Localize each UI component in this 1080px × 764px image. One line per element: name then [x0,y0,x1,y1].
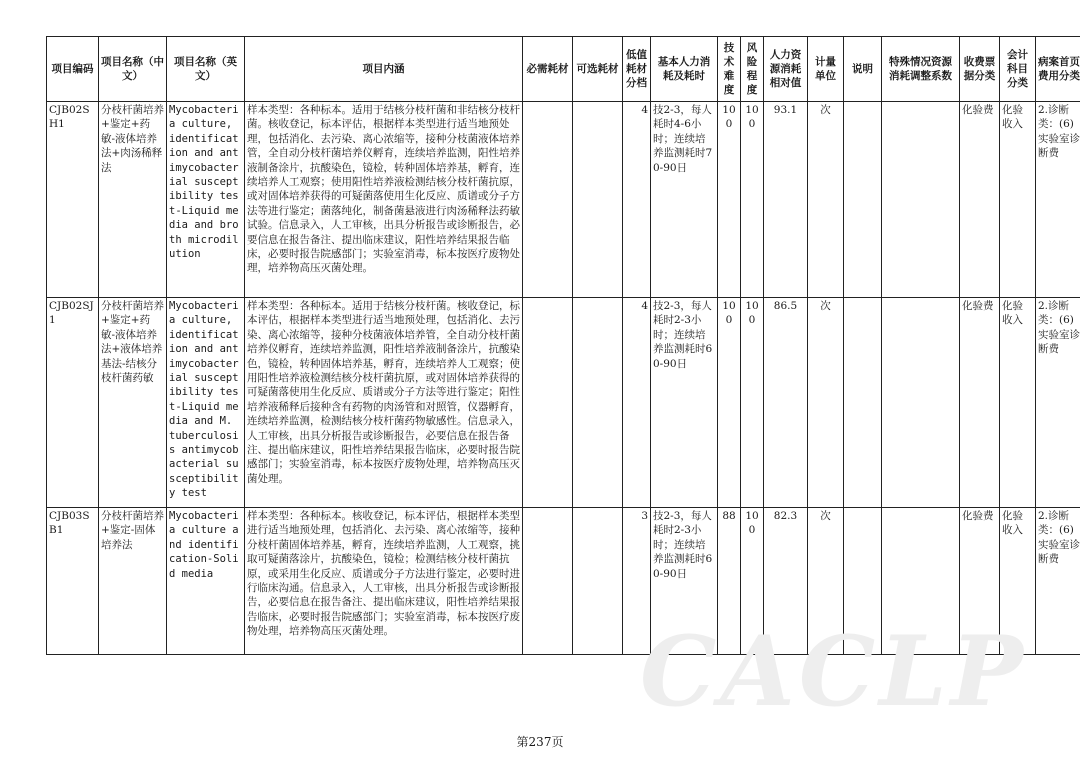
cell-code: CJB03SB1 [47,508,99,655]
cell-name-cn: 分枝杆菌培养+鉴定-固体培养法 [99,508,167,655]
cell-acct: 化验收入 [1000,298,1036,508]
cell-tier: 4 [623,298,651,508]
cell-tech: 100 [718,102,741,298]
page-number: 第237页 [516,735,564,749]
cell-bill: 化验费 [960,102,1000,298]
header-required: 必需耗材 [523,37,573,102]
cell-labor: 技2-3，每人耗时2-3小时；连续培养监测耗时60-90日 [651,298,718,508]
header-risk: 风险程度 [741,37,764,102]
cell-code: CJB02SH1 [47,102,99,298]
header-record: 病案首页费用分类 [1036,37,1080,102]
cell-acct: 化验收入 [1000,102,1036,298]
cell-name-en: Mycobacteria culture, identification and antimycobacterial susceptibility test-Liquid media and broth microdilution [167,102,245,298]
cell-rel: 93.1 [764,102,808,298]
header-labor: 基本人力消耗及耗时 [651,37,718,102]
header-tier: 低值耗材分档 [623,37,651,102]
table-row [47,298,1080,508]
header-rel: 人力资源消耗相对值 [764,37,808,102]
cell-note [844,298,882,508]
cell-unit: 次 [808,508,844,655]
fee-table [46,36,1080,655]
cell-labor: 技2-3，每人耗时2-3小时；连续培养监测耗时60-90日 [651,508,718,655]
cell-content: 样本类型：各种标本。适用于结核分枝杆菌和非结核分枝杆菌。核收登记，标本评估，根据样本类型进行适当地预处理，包括消化、去污染、离心浓缩等，接种分枝菌液体培养管，全自动分枝杆菌培养仪孵育，连续培养监测，阳性培养液制备涂片，抗酸染色，镜检，转种固体培养基，孵育，连续培养人工观察；使用阳性培养液检测结核分枝杆菌抗原，或对固体培养获得的可疑菌落使用生化反应、质谱或分子方法等进行鉴定；菌落纯化，制备菌悬液进行肉汤稀释法药敏试验。信息录入，人工审核，出具分析报告或诊断报告，必要信息在报告备注、提出临床建议，阳性培养结果报告临床，必要时报告院感部门；实验室消毒，标本按医疗废物处理，培养物高压灭菌处理。 [245,102,523,298]
cell-unit: 次 [808,102,844,298]
cell-optional [573,508,623,655]
cell-risk: 100 [741,508,764,655]
header-note: 说明 [844,37,882,102]
cell-coef [882,102,960,298]
header-name-en: 项目名称（英文） [167,37,245,102]
header-name-cn: 项目名称（中文） [99,37,167,102]
cell-note [844,102,882,298]
cell-record: 2.诊断类：(6)实验室诊断费 [1036,102,1080,298]
cell-code: CJB02SJ1 [47,298,99,508]
header-bill: 收费票据分类 [960,37,1000,102]
cell-name-cn: 分枝杆菌培养+鉴定+药敏-液体培养法+肉汤稀释法 [99,102,167,298]
cell-name-en: Mycobacteria culture and identification-Solid media [167,508,245,655]
cell-rel: 86.5 [764,298,808,508]
cell-bill: 化验费 [960,298,1000,508]
cell-record: 2.诊断类：(6)实验室诊断费 [1036,508,1080,655]
table-row [47,508,1080,655]
cell-bill: 化验费 [960,508,1000,655]
header-coef: 特殊情况资源消耗调整系数 [882,37,960,102]
cell-optional [573,102,623,298]
cell-coef [882,298,960,508]
cell-rel: 82.3 [764,508,808,655]
header-row [47,37,1080,102]
cell-note [844,508,882,655]
cell-coef [882,508,960,655]
cell-tier: 4 [623,102,651,298]
cell-required [523,298,573,508]
cell-name-en: Mycobacteria culture, identification and antimycobacterial susceptibility test-Liquid media and M. tuberculosis antimycobacterial susceptibility test [167,298,245,508]
cell-content: 样本类型：各种标本。适用于结核分枝杆菌。核收登记，标本评估，根据样本类型进行适当地预处理，包括消化、去污染、离心浓缩等，接种分枝菌液体培养管，全自动分枝杆菌培养仪孵育，连续培养监测，阳性培养液制备涂片，抗酸染色，镜检，转种固体培养基，孵育，连续培养人工观察；使用阳性培养液检测结核分枝杆菌抗原，或对固体培养获得的可疑菌落使用生化反应、质谱或分子方法等进行鉴定；阳性培养液稀释后接种含有药物的肉汤管和对照管，仪器孵育，连续培养监测，检测结核分枝杆菌药物敏感性。信息录入，人工审核，出具分析报告或诊断报告，必要信息在报告备注、提出临床建议，阳性培养结果报告临床，必要时报告院感部门；实验室消毒，标本按医疗废物处理，培养物高压灭菌处理。 [245,298,523,508]
cell-risk: 100 [741,298,764,508]
header-unit: 计量单位 [808,37,844,102]
header-content: 项目内涵 [245,37,523,102]
cell-tech: 88 [718,508,741,655]
cell-risk: 100 [741,102,764,298]
table-row [47,102,1080,298]
cell-required [523,508,573,655]
header-optional: 可选耗材 [573,37,623,102]
header-code: 项目编码 [47,37,99,102]
cell-tech: 100 [718,298,741,508]
cell-content: 样本类型：各种标本。核收登记，标本评估，根据样本类型进行适当地预处理，包括消化、去污染、离心浓缩等，接种分枝杆菌固体培养基，孵育，连续培养监测，人工观察，挑取可疑菌落涂片，抗酸染色，镜检；检测结核分枝杆菌抗原，或采用生化反应、质谱或分子方法进行鉴定，必要时进行临床沟通。信息录入，人工审核，出具分析报告或诊断报告，必要信息在报告备注、提出临床建议，阳性培养结果报告临床，必要时报告院感部门；实验室消毒，标本按医疗废物处理，培养物高压灭菌处理。 [245,508,523,655]
cell-acct: 化验收入 [1000,508,1036,655]
header-acct: 会计科目分类 [1000,37,1036,102]
cell-unit: 次 [808,298,844,508]
cell-required [523,102,573,298]
watermark: CACLP [640,615,1027,728]
cell-tier: 3 [623,508,651,655]
cell-optional [573,298,623,508]
header-tech: 技术难度 [718,37,741,102]
cell-record: 2.诊断类：(6)实验室诊断费 [1036,298,1080,508]
cell-labor: 技2-3，每人耗时4-6小时；连续培养监测耗时70-90日 [651,102,718,298]
cell-name-cn: 分枝杆菌培养+鉴定+药敏-液体培养法+液体培养基法-结核分枝杆菌药敏 [99,298,167,508]
